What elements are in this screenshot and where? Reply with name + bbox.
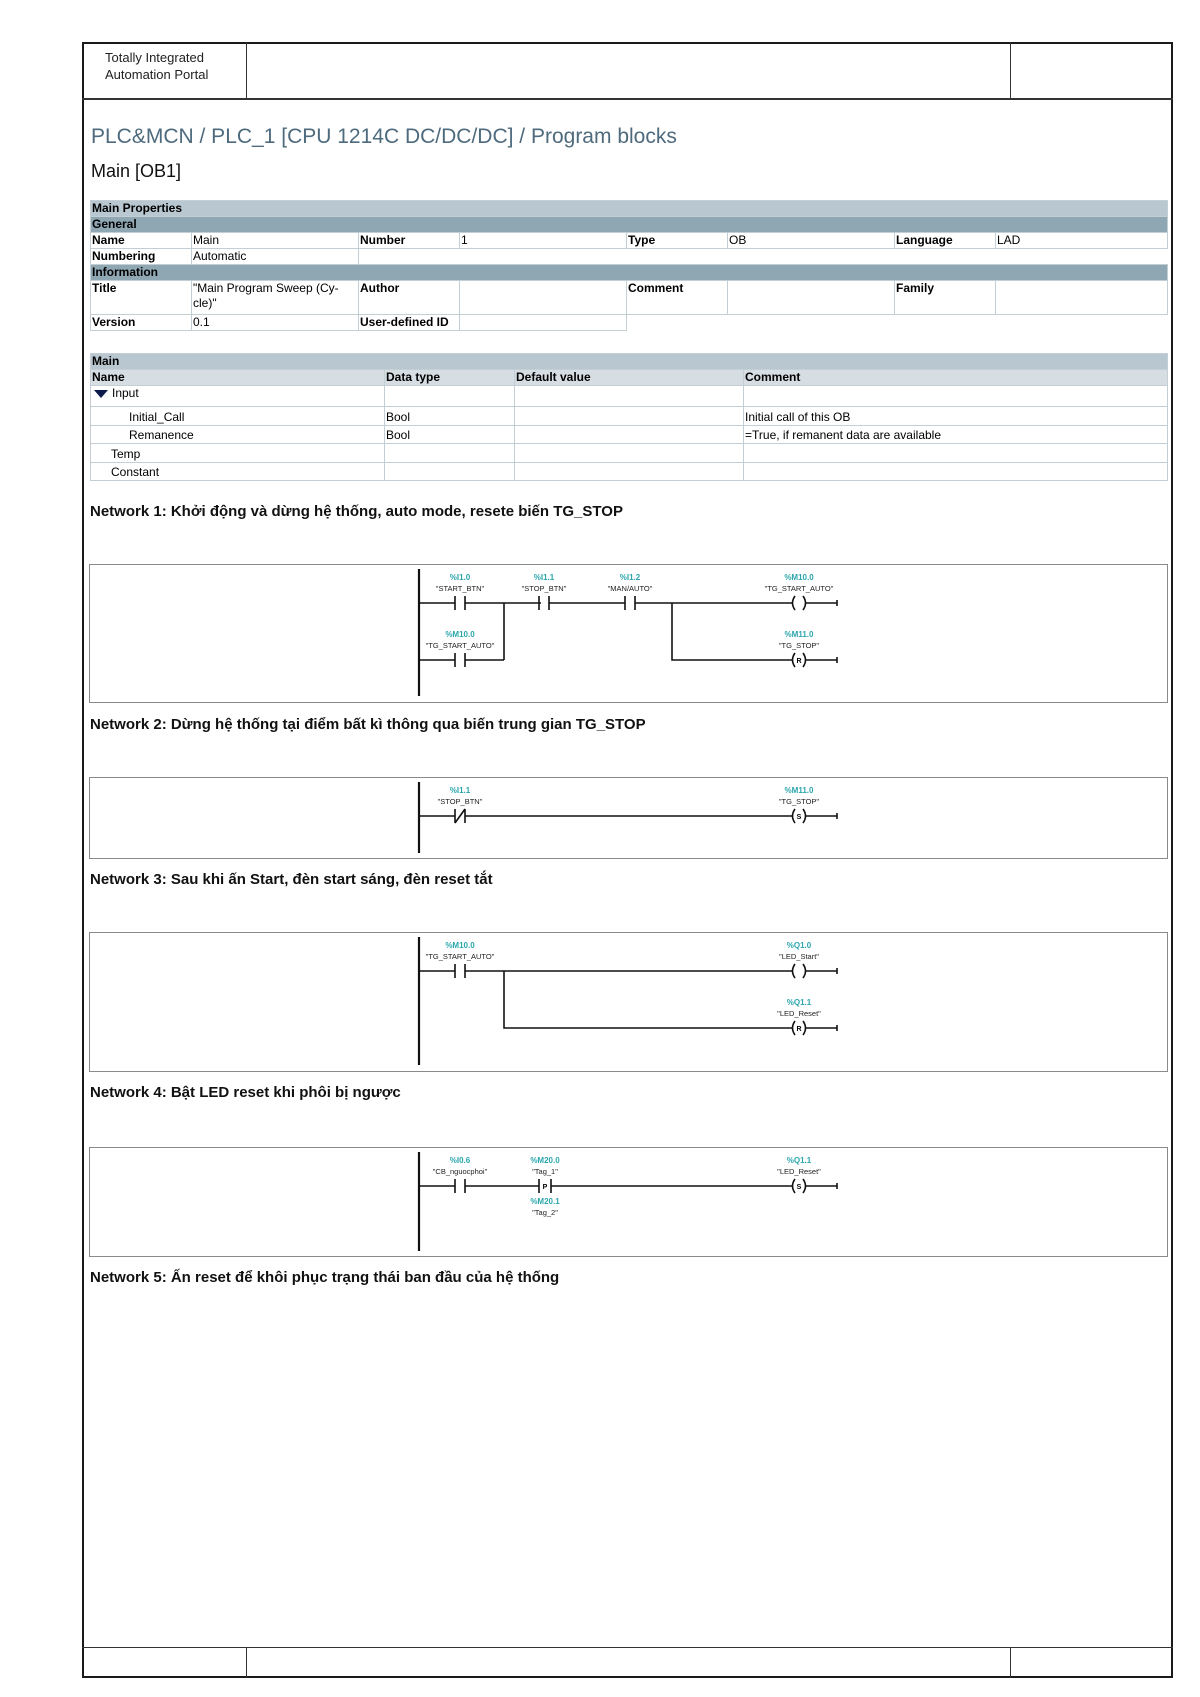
row-name [91, 386, 385, 407]
name-label: Name [91, 233, 192, 249]
row-name: Initial_Call [91, 407, 385, 426]
section-main: Main [91, 354, 1168, 370]
page-title: Main [OB1] [91, 161, 182, 181]
address-label: %M10.0 [445, 630, 475, 639]
row-name: Temp [91, 444, 385, 463]
header-line1: Totally Integrated [105, 50, 205, 65]
title-value-line1: "Main Program Sweep (Cy- [193, 281, 339, 295]
name-value: Main [192, 233, 359, 249]
wires [419, 971, 837, 1028]
coil-type: R [796, 1026, 802, 1033]
comment-value [728, 281, 895, 315]
row-name: Remanence [91, 426, 385, 444]
coil-type: S [796, 814, 802, 821]
empty-cell [627, 315, 1168, 331]
row-name-text: Input [112, 386, 139, 400]
address-label: %I1.1 [533, 573, 555, 582]
coil-tg-start-auto[interactable] [793, 596, 806, 610]
col-name: Name [91, 370, 385, 386]
row-default [515, 426, 744, 444]
address-label: %Q1.0 [786, 941, 812, 950]
row-type [385, 463, 515, 481]
col-comment: Comment [744, 370, 1168, 386]
contact-cb-nguocphoi[interactable] [455, 1179, 465, 1193]
tia-portal-label [105, 49, 208, 83]
numbering-label: Numbering [91, 249, 192, 265]
section-general: General [91, 217, 1168, 233]
coil-type: R [796, 658, 802, 665]
row-comment: Initial call of this OB [744, 407, 1168, 426]
positive-edge-contact[interactable] [539, 1179, 551, 1193]
interface-table [90, 353, 1168, 481]
row-type [385, 444, 515, 463]
network-1-title: Network 1: Khởi động và dừng hệ thống, auto mode, resete biến TG_STOP [90, 503, 623, 520]
address-label: %Q1.1 [786, 1156, 812, 1165]
address-label: %M10.0 [784, 573, 814, 582]
coil-reset-tg-stop[interactable] [793, 653, 806, 667]
table-row[interactable] [91, 426, 1168, 444]
userid-value [460, 315, 627, 331]
language-value: LAD [996, 233, 1168, 249]
version-label: Version [91, 315, 192, 331]
tag-label: "STOP_BTN" [521, 584, 567, 593]
table-row[interactable] [91, 386, 1168, 407]
contact-man-auto[interactable] [625, 596, 635, 610]
breadcrumb: PLC&MCN / PLC_1 [CPU 1214C DC/DC/DC] / Program blocks [91, 125, 677, 148]
network-4-ladder [419, 1147, 849, 1257]
network-5-title: Network 5: Ấn reset để khôi phục trạng thái ban đầu của hệ thống [90, 1269, 560, 1286]
table-row[interactable] [91, 407, 1168, 426]
row-comment: =True, if remanent data are available [744, 426, 1168, 444]
title-value-line2: cle)" [193, 296, 217, 310]
type-label: Type [627, 233, 728, 249]
header-line2: Automation Portal [105, 67, 209, 82]
address-label: %Q1.1 [786, 998, 812, 1007]
network-2-title: Network 2: Dừng hệ thống tại điểm bất kì thông qua biến trung gian TG_STOP [90, 716, 646, 733]
network-2-ladder [419, 777, 849, 859]
table-row[interactable] [91, 463, 1168, 481]
section-main-properties: Main Properties [91, 201, 1168, 217]
expand-triangle-icon[interactable] [94, 390, 108, 398]
tag-label: "TG_START_AUTO" [425, 641, 495, 650]
tag-label: "CB_nguocphoi" [432, 1167, 488, 1176]
comment-label: Comment [627, 281, 728, 315]
coil-set-led-reset[interactable] [793, 1179, 806, 1193]
author-value [460, 281, 627, 315]
row-comment [744, 444, 1168, 463]
row-name: Constant [91, 463, 385, 481]
wires [419, 603, 837, 660]
row-default [515, 386, 744, 407]
author-label: Author [359, 281, 460, 315]
contact-start-btn[interactable] [455, 596, 465, 610]
col-default-value: Default value [515, 370, 744, 386]
col-data-type: Data type [385, 370, 515, 386]
table-row[interactable] [91, 444, 1168, 463]
numbering-value: Automatic [192, 249, 359, 265]
tag-label: "Tag_2" [532, 1208, 558, 1217]
row-default [515, 407, 744, 426]
coil-type: S [796, 1184, 802, 1191]
tag-label: "TG_STOP" [778, 797, 820, 806]
number-label: Number [359, 233, 460, 249]
section-information: Information [91, 265, 1168, 281]
address-label: %M20.1 [530, 1197, 560, 1206]
address-label: %M20.0 [530, 1156, 560, 1165]
tag-label: "TG_START_AUTO" [764, 584, 834, 593]
coil-led-start[interactable] [793, 964, 806, 978]
edge-type: P [542, 1184, 548, 1191]
language-label: Language [895, 233, 996, 249]
footer-col-divider [1010, 1648, 1011, 1678]
network-1-ladder [419, 564, 849, 703]
contact-nc-stop-btn[interactable] [455, 809, 465, 823]
tag-label: "MAN/AUTO" [607, 584, 653, 593]
tag-label: "TG_STOP" [778, 641, 820, 650]
row-comment [744, 386, 1168, 407]
tag-label: "TG_START_AUTO" [425, 952, 495, 961]
address-label: %M11.0 [784, 786, 814, 795]
address-label: %I1.1 [449, 786, 471, 795]
type-value: OB [728, 233, 895, 249]
row-default [515, 463, 744, 481]
network-4-title: Network 4: Bật LED reset khi phôi bị ngược [90, 1084, 401, 1101]
address-label: %I0.6 [449, 1156, 471, 1165]
contact-tg-start-auto[interactable] [455, 964, 465, 978]
row-type: Bool [385, 426, 515, 444]
row-comment [744, 463, 1168, 481]
header-col-divider [246, 42, 247, 99]
row-default [515, 444, 744, 463]
header-col-divider [1010, 42, 1011, 99]
network-3-title: Network 3: Sau khi ấn Start, đèn start sáng, đèn reset tắt [90, 871, 493, 888]
family-value [996, 281, 1168, 315]
tag-label: "START_BTN" [435, 584, 485, 593]
tag-label: "STOP_BTN" [437, 797, 483, 806]
title-label: Title [91, 281, 192, 315]
title-value [192, 281, 359, 315]
footer-col-divider [246, 1648, 247, 1678]
coil-set-tg-stop[interactable] [793, 809, 806, 823]
row-type: Bool [385, 407, 515, 426]
properties-table [90, 200, 1168, 331]
address-label: %M11.0 [784, 630, 814, 639]
address-label: %M10.0 [445, 941, 475, 950]
address-label: %I1.2 [619, 573, 641, 582]
version-value: 0.1 [192, 315, 359, 331]
row-type [385, 386, 515, 407]
tag-label: "Tag_1" [532, 1167, 558, 1176]
coil-reset-led-reset[interactable] [793, 1021, 806, 1035]
userid-label: User-defined ID [359, 315, 460, 331]
number-value: 1 [460, 233, 627, 249]
contact-tg-start-auto[interactable] [455, 653, 465, 667]
tag-label: "LED_Start" [779, 952, 819, 961]
empty-cell [359, 249, 1168, 265]
tag-label: "LED_Reset" [777, 1009, 821, 1018]
tag-label: "LED_Reset" [777, 1167, 821, 1176]
family-label: Family [895, 281, 996, 315]
network-3-ladder [419, 932, 849, 1072]
address-label: %I1.0 [449, 573, 471, 582]
